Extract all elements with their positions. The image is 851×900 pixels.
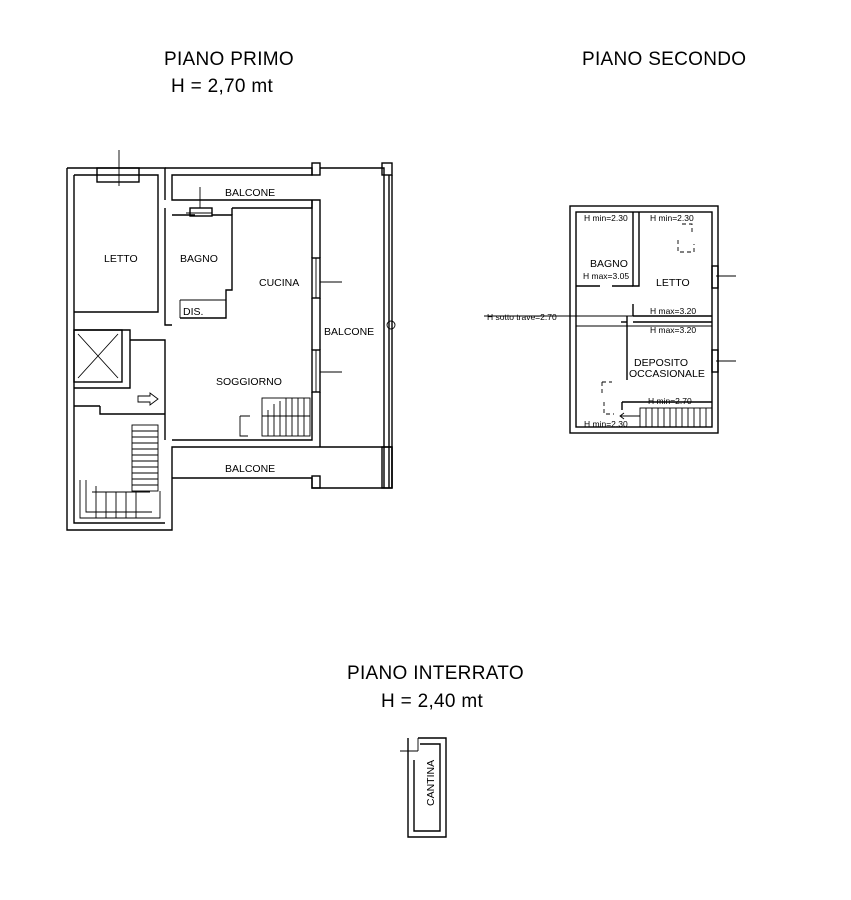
- hmin-stairs: H min=2.70: [648, 396, 692, 406]
- first-floor-height: H = 2,70 mt: [171, 76, 274, 97]
- room-cantina-label: CANTINA: [425, 759, 437, 806]
- hmin-top-left: H min=2.30: [584, 213, 628, 223]
- hmax-deposito: H max=3.20: [650, 325, 697, 335]
- basement-height: H = 2,40 mt: [381, 691, 484, 712]
- room2-letto-label: LETTO: [656, 277, 690, 289]
- balcone-bottom-label: BALCONE: [225, 463, 276, 475]
- basement-plan: [400, 738, 446, 837]
- second-floor-title: PIANO SECONDO: [582, 49, 747, 70]
- basement-title: PIANO INTERRATO: [347, 663, 524, 684]
- sotto-trave-label: H sotto trave=2.70: [487, 312, 557, 322]
- room-dis-label: DIS.: [183, 306, 204, 318]
- balcone-right-label: BALCONE: [324, 326, 375, 338]
- room-cucina-label: CUCINA: [259, 277, 300, 289]
- room2-deposito-label-2: OCCASIONALE: [629, 368, 705, 380]
- hmax-bagno: H max=3.05: [583, 271, 630, 281]
- room2-deposito-label-1: DEPOSITO: [634, 357, 689, 369]
- room2-bagno-label: BAGNO: [590, 258, 628, 270]
- room-bagno-label: BAGNO: [180, 253, 218, 265]
- balcone-top-label: BALCONE: [225, 187, 276, 199]
- hmin-bottom-left: H min=2.30: [584, 419, 628, 429]
- hmax-letto: H max=3.20: [650, 306, 697, 316]
- first-floor-title: PIANO PRIMO: [164, 49, 294, 70]
- room-letto-label: LETTO: [104, 253, 138, 265]
- hmin-top-right: H min=2.30: [650, 213, 694, 223]
- room-soggiorno-label: SOGGIORNO: [216, 376, 282, 388]
